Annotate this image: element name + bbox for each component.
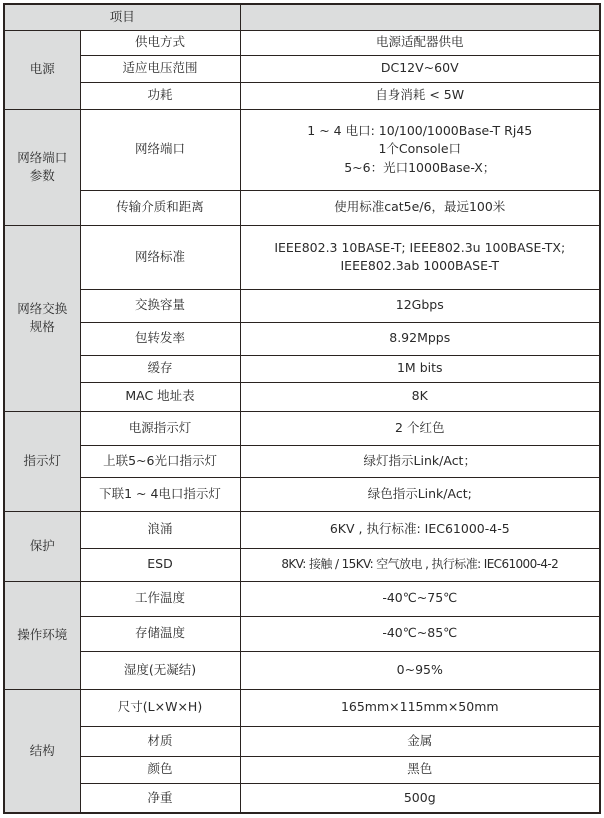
category-operating-environment: 操作环境 xyxy=(4,581,80,689)
param-label: 净重 xyxy=(80,783,240,813)
param-value: 黑色 xyxy=(240,756,600,783)
table-row xyxy=(4,548,600,581)
table-row xyxy=(4,511,600,548)
table-row xyxy=(4,651,600,689)
header-value-label xyxy=(240,4,600,30)
table-row xyxy=(4,477,600,511)
param-label: 工作温度 xyxy=(80,581,240,616)
param-label: 缓存 xyxy=(80,355,240,382)
param-label: 网络端口 xyxy=(80,109,240,190)
param-label: 下联1 ~ 4电口指示灯 xyxy=(80,477,240,511)
param-value xyxy=(240,225,600,289)
category-indicators: 指示灯 xyxy=(4,411,80,511)
table-row xyxy=(4,411,600,445)
value-line: IEEE802.3ab 1000BASE-T xyxy=(340,258,500,273)
table-row xyxy=(4,109,600,190)
param-value: 1M bits xyxy=(240,355,600,382)
param-value: 8KV: 接触 / 15KV: 空气放电 , 执行标准: IEC61000-4-2 xyxy=(240,548,600,581)
param-label: 材质 xyxy=(80,726,240,756)
param-label: 交换容量 xyxy=(80,289,240,322)
param-value: 金属 xyxy=(240,726,600,756)
param-label: 尺寸(L×W×H) xyxy=(80,689,240,726)
table-row xyxy=(4,289,600,322)
param-value: 500g xyxy=(240,783,600,813)
table-row xyxy=(4,322,600,355)
category-line: 网络交换 xyxy=(17,300,68,316)
category-line: 规格 xyxy=(29,319,55,334)
param-label: MAC 地址表 xyxy=(80,382,240,411)
param-value: 2 个红色 xyxy=(240,411,600,445)
value-line: 1个Console口 xyxy=(378,141,462,157)
table-row xyxy=(4,783,600,813)
table-row xyxy=(4,581,600,616)
table-row xyxy=(4,726,600,756)
table-row xyxy=(4,82,600,109)
table-row xyxy=(4,689,600,726)
param-value xyxy=(240,109,600,190)
category-structure: 结构 xyxy=(4,689,80,813)
category-network-port xyxy=(4,109,80,225)
param-label: 颜色 xyxy=(80,756,240,783)
table-row xyxy=(4,355,600,382)
param-value: DC12V~60V xyxy=(240,55,600,82)
param-label: 上联5~6光口指示灯 xyxy=(80,445,240,477)
category-line: 网络端口 xyxy=(17,149,68,165)
param-value: 电源适配器供电 xyxy=(240,30,600,55)
param-value: 使用标准cat5e/6，最远100米 xyxy=(240,190,600,225)
param-label: 供电方式 xyxy=(80,30,240,55)
param-value: -40℃~85℃ xyxy=(240,616,600,651)
param-label: ESD xyxy=(80,548,240,581)
param-label: 网络标准 xyxy=(80,225,240,289)
category-switching-spec xyxy=(4,225,80,411)
param-value: 8.92Mpps xyxy=(240,322,600,355)
param-value: 6KV , 执行标准: IEC61000-4-5 xyxy=(240,511,600,548)
param-label: 包转发率 xyxy=(80,322,240,355)
value-line: 5~6：光口1000Base-X； xyxy=(344,159,496,175)
table-row xyxy=(4,756,600,783)
param-value: -40℃~75℃ xyxy=(240,581,600,616)
category-protection: 保护 xyxy=(4,511,80,581)
param-label: 浪涌 xyxy=(80,511,240,548)
param-value: 165mm×115mm×50mm xyxy=(240,689,600,726)
param-value: 8K xyxy=(240,382,600,411)
category-power: 电源 xyxy=(4,30,80,109)
param-value: 12Gbps xyxy=(240,289,600,322)
param-label: 功耗 xyxy=(80,82,240,109)
param-label: 适应电压范围 xyxy=(80,55,240,82)
param-value: 0~95% xyxy=(240,651,600,689)
param-label: 湿度(无凝结) xyxy=(80,651,240,689)
spec-table xyxy=(3,3,601,814)
param-value: 自身消耗 < 5W xyxy=(240,82,600,109)
value-line: IEEE802.3 10BASE-T; IEEE802.3u 100BASE-TX; xyxy=(274,239,566,255)
param-value: 绿灯指示Link/Act； xyxy=(240,445,600,477)
table-row xyxy=(4,616,600,651)
table-row xyxy=(4,225,600,289)
param-label: 电源指示灯 xyxy=(80,411,240,445)
table-row xyxy=(4,55,600,82)
category-line: 参数 xyxy=(29,168,55,183)
table-header-row xyxy=(4,4,600,30)
param-label: 存储温度 xyxy=(80,616,240,651)
value-line: 1 ~ 4 电口: 10/100/1000Base-T Rj45 xyxy=(307,123,533,139)
param-value: 绿色指示Link/Act; xyxy=(240,477,600,511)
header-item-label: 项目 xyxy=(4,4,240,30)
table-row xyxy=(4,30,600,55)
table-row xyxy=(4,445,600,477)
param-label: 传输介质和距离 xyxy=(80,190,240,225)
table-row xyxy=(4,382,600,411)
table-row xyxy=(4,190,600,225)
